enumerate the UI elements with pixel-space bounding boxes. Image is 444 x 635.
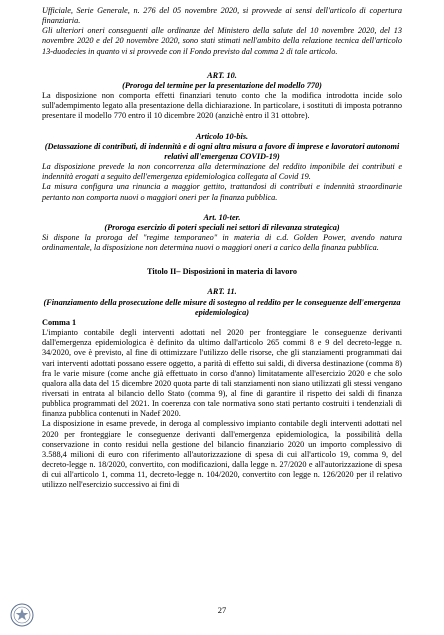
art11-subheading: (Finanziamento della prosecuzione delle misure di sostegno al reddito per le conseguenze dell'emergenza epidemiologica) [43, 297, 401, 317]
art10bis-paragraph-1: La disposizione prevede la non concorrenza alla determinazione del reddito imponibile dei contributi e indennità erogati a seguito dell'emergenza epidemiologica collegata al Covid 19. [42, 162, 402, 182]
art10ter-text: Si dispone la proroga del "regime temporaneo" in materia di c.d. Golden Power, avendo natura ordinamentale, la disposizione non determina nuovi o maggiori oneri a carico della finanza pubblica. [42, 232, 402, 253]
art10-text: La disposizione non comporta effetti finanziari tenuto conto che la modifica introdotta incide solo sull'adempimento legato alla presentazione della dichiarazione. In particolare, i sostituti di imposta potranno presentare il modello 770 entro il 10 dicembre 2020 (anzichè entro il 31 ottobre). [42, 91, 402, 121]
art10ter-subheading: (Proroga esercizio di poteri speciali nei settori di rilevanza strategica) [104, 222, 340, 232]
intro-paragraph-2: Gli ulteriori oneri conseguenti alle ordinanze del Ministero della salute del 10 novembre 2020, del 13 novembre 2020 e del 20 novembre 2020, sono stati stimati nell'ambito della relazione tecnica dell'articolo 13-duodecies in quanto vi si provvede con il Fondo previsto dal comma 2 di tale articolo. [42, 26, 402, 56]
art10ter-section [42, 213, 402, 254]
art11-paragraph-1: L'impianto contabile degli interventi adottati nel 2020 per fronteggiare le conseguenze derivanti dall'emergenza epidemiologica è definito da ultimo dall'articolo 265 commi 8 e 9 del decreto-legge n. 34/2020, ove è previsto, al fine di ottimizzare l'utilizzo delle risorse, che gli stanziamenti programmati dai vari interventi adottati possano essere oggetto, a parità di effetto sui saldi, di diversa destinazione (comma 8) fra le varie misure (come anche già effettuato in corso d'anno) limitatamente all'esercizio 2020 e che solo qualora alla data del 15 dicembre 2020 quota parte di tali stanziamenti non siano utilizzati gli stessi vengano riversati in entrata al bilancio dello Stato (comma 9), al fine di garantire il rispetto dei saldi di finanza pubblica programmati del 2021. In coerenza con tale normativa sono stati pertanto costruiti i tendenziali di finanza pubblica contenuti in Nadef 2020. [42, 328, 402, 419]
art10-heading: ART. 10. [207, 70, 237, 80]
art10-subheading: (Proroga del termine per la presentazione del modello 770) [122, 80, 322, 90]
art10ter-heading: Art. 10-ter. [203, 212, 241, 222]
art10bis-subheading: (Detassazione di contributi, di indennità e di ogni altra misura a favore di imprese e lavoratori autonomi relativi all'emergenza COVID-19) [44, 141, 400, 161]
art10bis-heading: Articolo 10-bis. [195, 131, 249, 141]
intro-paragraph-1: Ufficiale, Serie Generale, n. 276 del 05 novembre 2020, si provvede ai sensi dell'articolo di copertura finanziaria. [42, 6, 402, 26]
page-number: 27 [217, 605, 227, 615]
page-content [42, 6, 402, 491]
art11-paragraph-2: La disposizione in esame prevede, in deroga al complessivo impianto contabile degli interventi adottati nel 2020 per fronteggiare le conseguenze derivanti dall'emergenza epidemiologica, la possibilità della conservazione in conto residui nella gestione del bilancio finanziario 2020 un importo complessivo di 3.588,4 milioni di euro con riferimento all'autorizzazione di spesa di cui all'articolo 19, comma 9, del decreto-legge n. 18/2020, convertito, con modificazioni, dalla legge n. 27/2020 e all'autorizzazione di spesa di cui all'articolo 1, comma 11, decreto-legge n. 104/2020, convertito con legge n. 126/2020 per il relativo utilizzo nell'esercizio successivo ai fini di [42, 419, 402, 490]
art10bis-paragraph-2: La misura configura una rinuncia a maggior gettito, trattandosi di contributi e indennità straordinarie pertanto non comporta nuovi o maggiori oneri per la finanza pubblica. [42, 182, 402, 202]
art11-heading: ART. 11. [207, 287, 237, 297]
art11-section [42, 287, 402, 490]
art11-comma-label: Comma 1 [42, 317, 77, 327]
title-ii-heading: Titolo II– Disposizioni in materia di lavoro [146, 267, 298, 277]
art10bis-section [42, 132, 402, 203]
art10-section [42, 71, 402, 122]
